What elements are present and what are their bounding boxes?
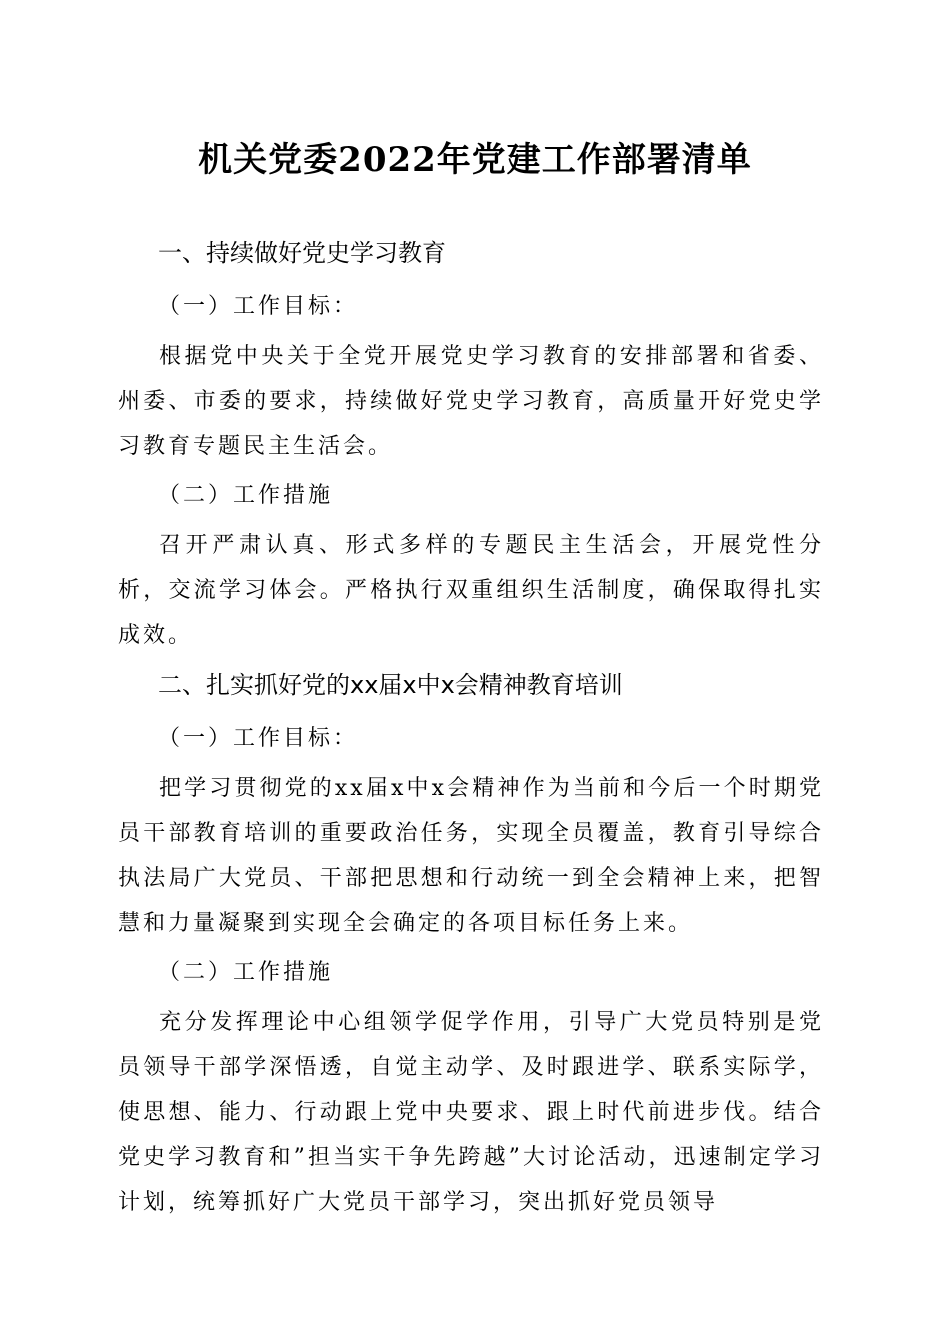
work-measures-label: （二）工作措施: [158, 960, 334, 985]
section-2: [118, 658, 824, 1225]
work-target-text: 把学习贯彻党的xx届x中x会精神作为当前和今后一个时期党员干部教育培训的重要政治任务，实现全员覆盖，教育引导综合执法局广大党员、干部把思想和行动统一到全会精神上来，把智慧和力量凝聚到实现全会确定的各项目标任务上来。: [118, 776, 824, 936]
work-target-text: 根据党中央关于全党开展党史学习教育的安排部署和省委、州委、市委的要求，持续做好党史学习教育，高质量开好党史学习教育专题民主生活会。: [118, 344, 824, 459]
work-measures-text: 充分发挥理论中心组领学促学作用，引导广大党员特别是党员领导干部学深悟透，自觉主动学、及时跟进学、联系实际学，使思想、能力、行动跟上党中央要求、跟上时代前进步伐。结合党史学习教育和”担当实干争先跨越”大讨论活动，迅速制定学习计划，统筹抓好广大党员干部学习，突出抓好党员领导: [118, 1010, 824, 1215]
section-1: [118, 226, 824, 658]
work-target-label: （一）工作目标：: [158, 726, 359, 751]
document-body: [118, 226, 824, 1225]
section-heading: 一、持续做好党史学习教育: [158, 239, 446, 267]
work-measures-label: （二）工作措施: [158, 483, 334, 508]
work-measures-text: 召开严肃认真、形式多样的专题民主生活会，开展党性分析，交流学习体会。严格执行双重组织生活制度，确保取得扎实成效。: [118, 533, 824, 648]
section-heading: 二、扎实抓好党的xx届x中x会精神教育培训: [158, 671, 623, 699]
work-target-label: （一）工作目标：: [158, 294, 359, 319]
document-title: 机关党委2022年党建工作部署清单: [198, 140, 752, 180]
